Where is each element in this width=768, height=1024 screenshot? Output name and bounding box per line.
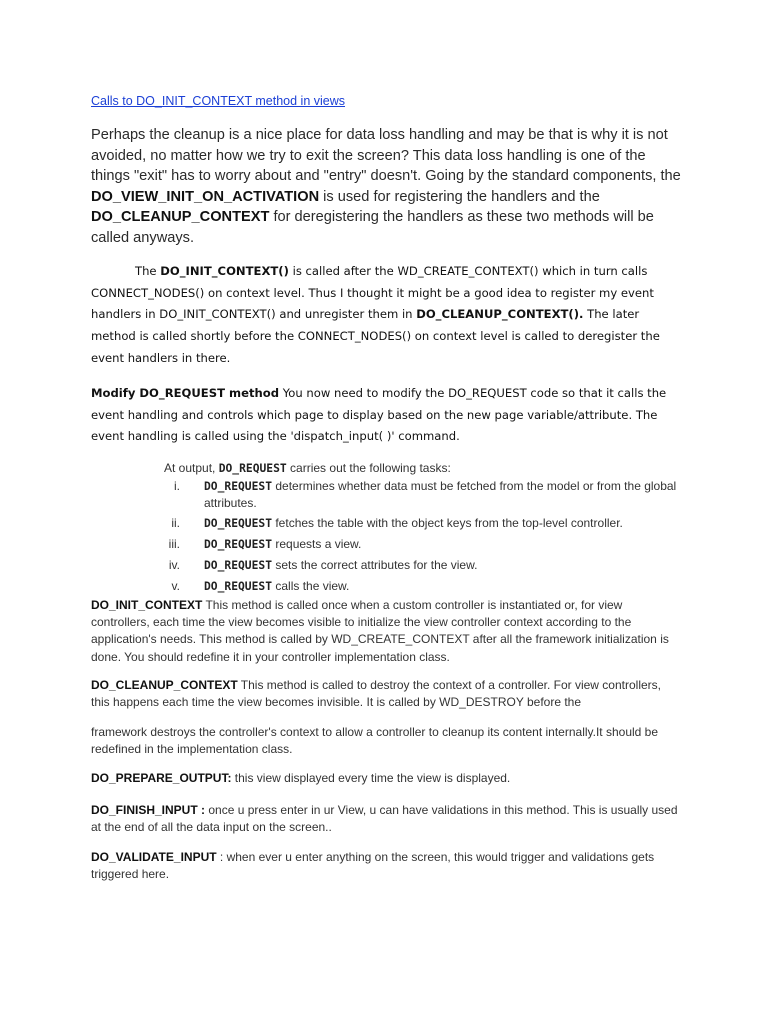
list-number: iv. xyxy=(168,558,180,572)
text: You now need to modify the DO_REQUEST code so that it calls the event handling and controls which page to display based on the new page variable/attribute. The event handling is called using the 'dispatch_input( )' command. xyxy=(91,386,667,444)
paragraph-init-context xyxy=(91,261,681,370)
text: is called after the WD_CREATE_CONTEXT() which in turn calls CONNECT_NODES() on context level. Thus I thought it might be a good idea to register my event handlers in DO_INIT_CONTEXT() and unregister them in xyxy=(91,264,654,322)
list-item xyxy=(164,478,684,511)
list-item xyxy=(164,578,684,595)
text: fetches the table with the object keys from the top-level controller. xyxy=(272,516,623,530)
text: framework destroys the controller's context to allow a controller to cleanup its content internally.It should be redefined in the implementation class. xyxy=(91,725,659,757)
list-item xyxy=(164,536,684,553)
definition-do-validate-input xyxy=(91,849,681,883)
code-term: DO_REQUEST xyxy=(204,559,273,572)
bold-term: DO_VIEW_INIT_ON_ACTIVATION xyxy=(91,188,320,205)
code-term: DO_REQUEST xyxy=(218,462,287,475)
text: : when ever u enter anything on the screen, this would trigger and validations gets triggered here. xyxy=(91,850,655,882)
bold-term: DO_FINISH_INPUT : xyxy=(91,803,206,817)
text: requests a view. xyxy=(272,537,362,551)
text: for deregistering the handlers as these two methods will be called anyways. xyxy=(91,209,654,246)
text: This method is called to destroy the context of a controller. For view controllers, this happens each time the view becomes invisible. It is called by WD_DESTROY before the xyxy=(91,678,661,710)
text: carries out the following tasks: xyxy=(286,461,451,475)
bold-term: Modify DO_REQUEST method xyxy=(91,386,280,400)
code-term: DO_REQUEST xyxy=(204,538,273,551)
tasks-list xyxy=(164,478,684,595)
bold-term: DO_CLEANUP_CONTEXT xyxy=(91,209,270,225)
text: sets the correct attributes for the view. xyxy=(272,558,478,572)
list-item xyxy=(164,557,684,574)
bold-term: DO_CLEANUP_CONTEXT xyxy=(91,678,238,692)
text: At output, xyxy=(164,461,219,475)
bold-term: DO_VALIDATE_INPUT xyxy=(91,850,217,864)
paragraph-modify-request xyxy=(91,383,681,448)
text: Perhaps the cleanup is a nice place for data loss handling and may be that is why it is not avoided, no matter how we try to exit the screen? This data loss handling is one of the things "exit" has to worry about and "entry" doesn't. Going by the standard components, the xyxy=(91,127,681,184)
bold-term: DO_INIT_CONTEXT xyxy=(91,598,203,612)
code-term: DO_REQUEST xyxy=(204,517,273,530)
text: calls the view. xyxy=(272,579,350,593)
heading-link[interactable]: Calls to DO_INIT_CONTEXT method in views xyxy=(91,94,346,108)
paragraph-cleanup xyxy=(91,125,681,248)
text: The later method is called shortly before the CONNECT_NODES() on context level is called to deregister the event handlers in there. xyxy=(91,307,660,365)
code-term: DO_REQUEST xyxy=(204,580,273,593)
bold-term: DO_CLEANUP_CONTEXT(). xyxy=(416,307,584,322)
list-number: v. xyxy=(171,579,180,593)
text: This method is called once when a custom controller is instantiated or, for view controllers, each time the view becomes visible to initialize the view controller context according to the application's needs. This method is called by WD_CREATE_CONTEXT after all the framework initialization is done. You should redefine it in your controller implementation class. xyxy=(91,598,669,664)
definition-do-prepare-output xyxy=(91,770,681,787)
code-term: DO_REQUEST xyxy=(204,480,273,493)
definition-do-finish-input xyxy=(91,802,681,836)
definition-do-cleanup-context-continued xyxy=(91,724,681,758)
definition-do-init-context xyxy=(91,597,681,666)
text: The xyxy=(135,264,161,278)
list-item xyxy=(164,515,684,532)
list-number: i. xyxy=(174,479,180,493)
list-number: iii. xyxy=(168,537,180,551)
text: determines whether data must be fetched from the model or from the global attributes. xyxy=(204,479,677,510)
definition-do-cleanup-context xyxy=(91,677,681,711)
text: is used for registering the handlers and the xyxy=(319,188,600,205)
list-number: ii. xyxy=(171,516,180,530)
bold-term: DO_INIT_CONTEXT() xyxy=(160,264,289,278)
text: this view displayed every time the view is displayed. xyxy=(231,771,511,785)
bold-term: DO_PREPARE_OUTPUT: xyxy=(91,771,232,785)
text: once u press enter in ur View, u can have validations in this method. This is usually used at the end of all the data input on the screen.. xyxy=(91,803,678,835)
tasks-intro xyxy=(164,461,451,475)
